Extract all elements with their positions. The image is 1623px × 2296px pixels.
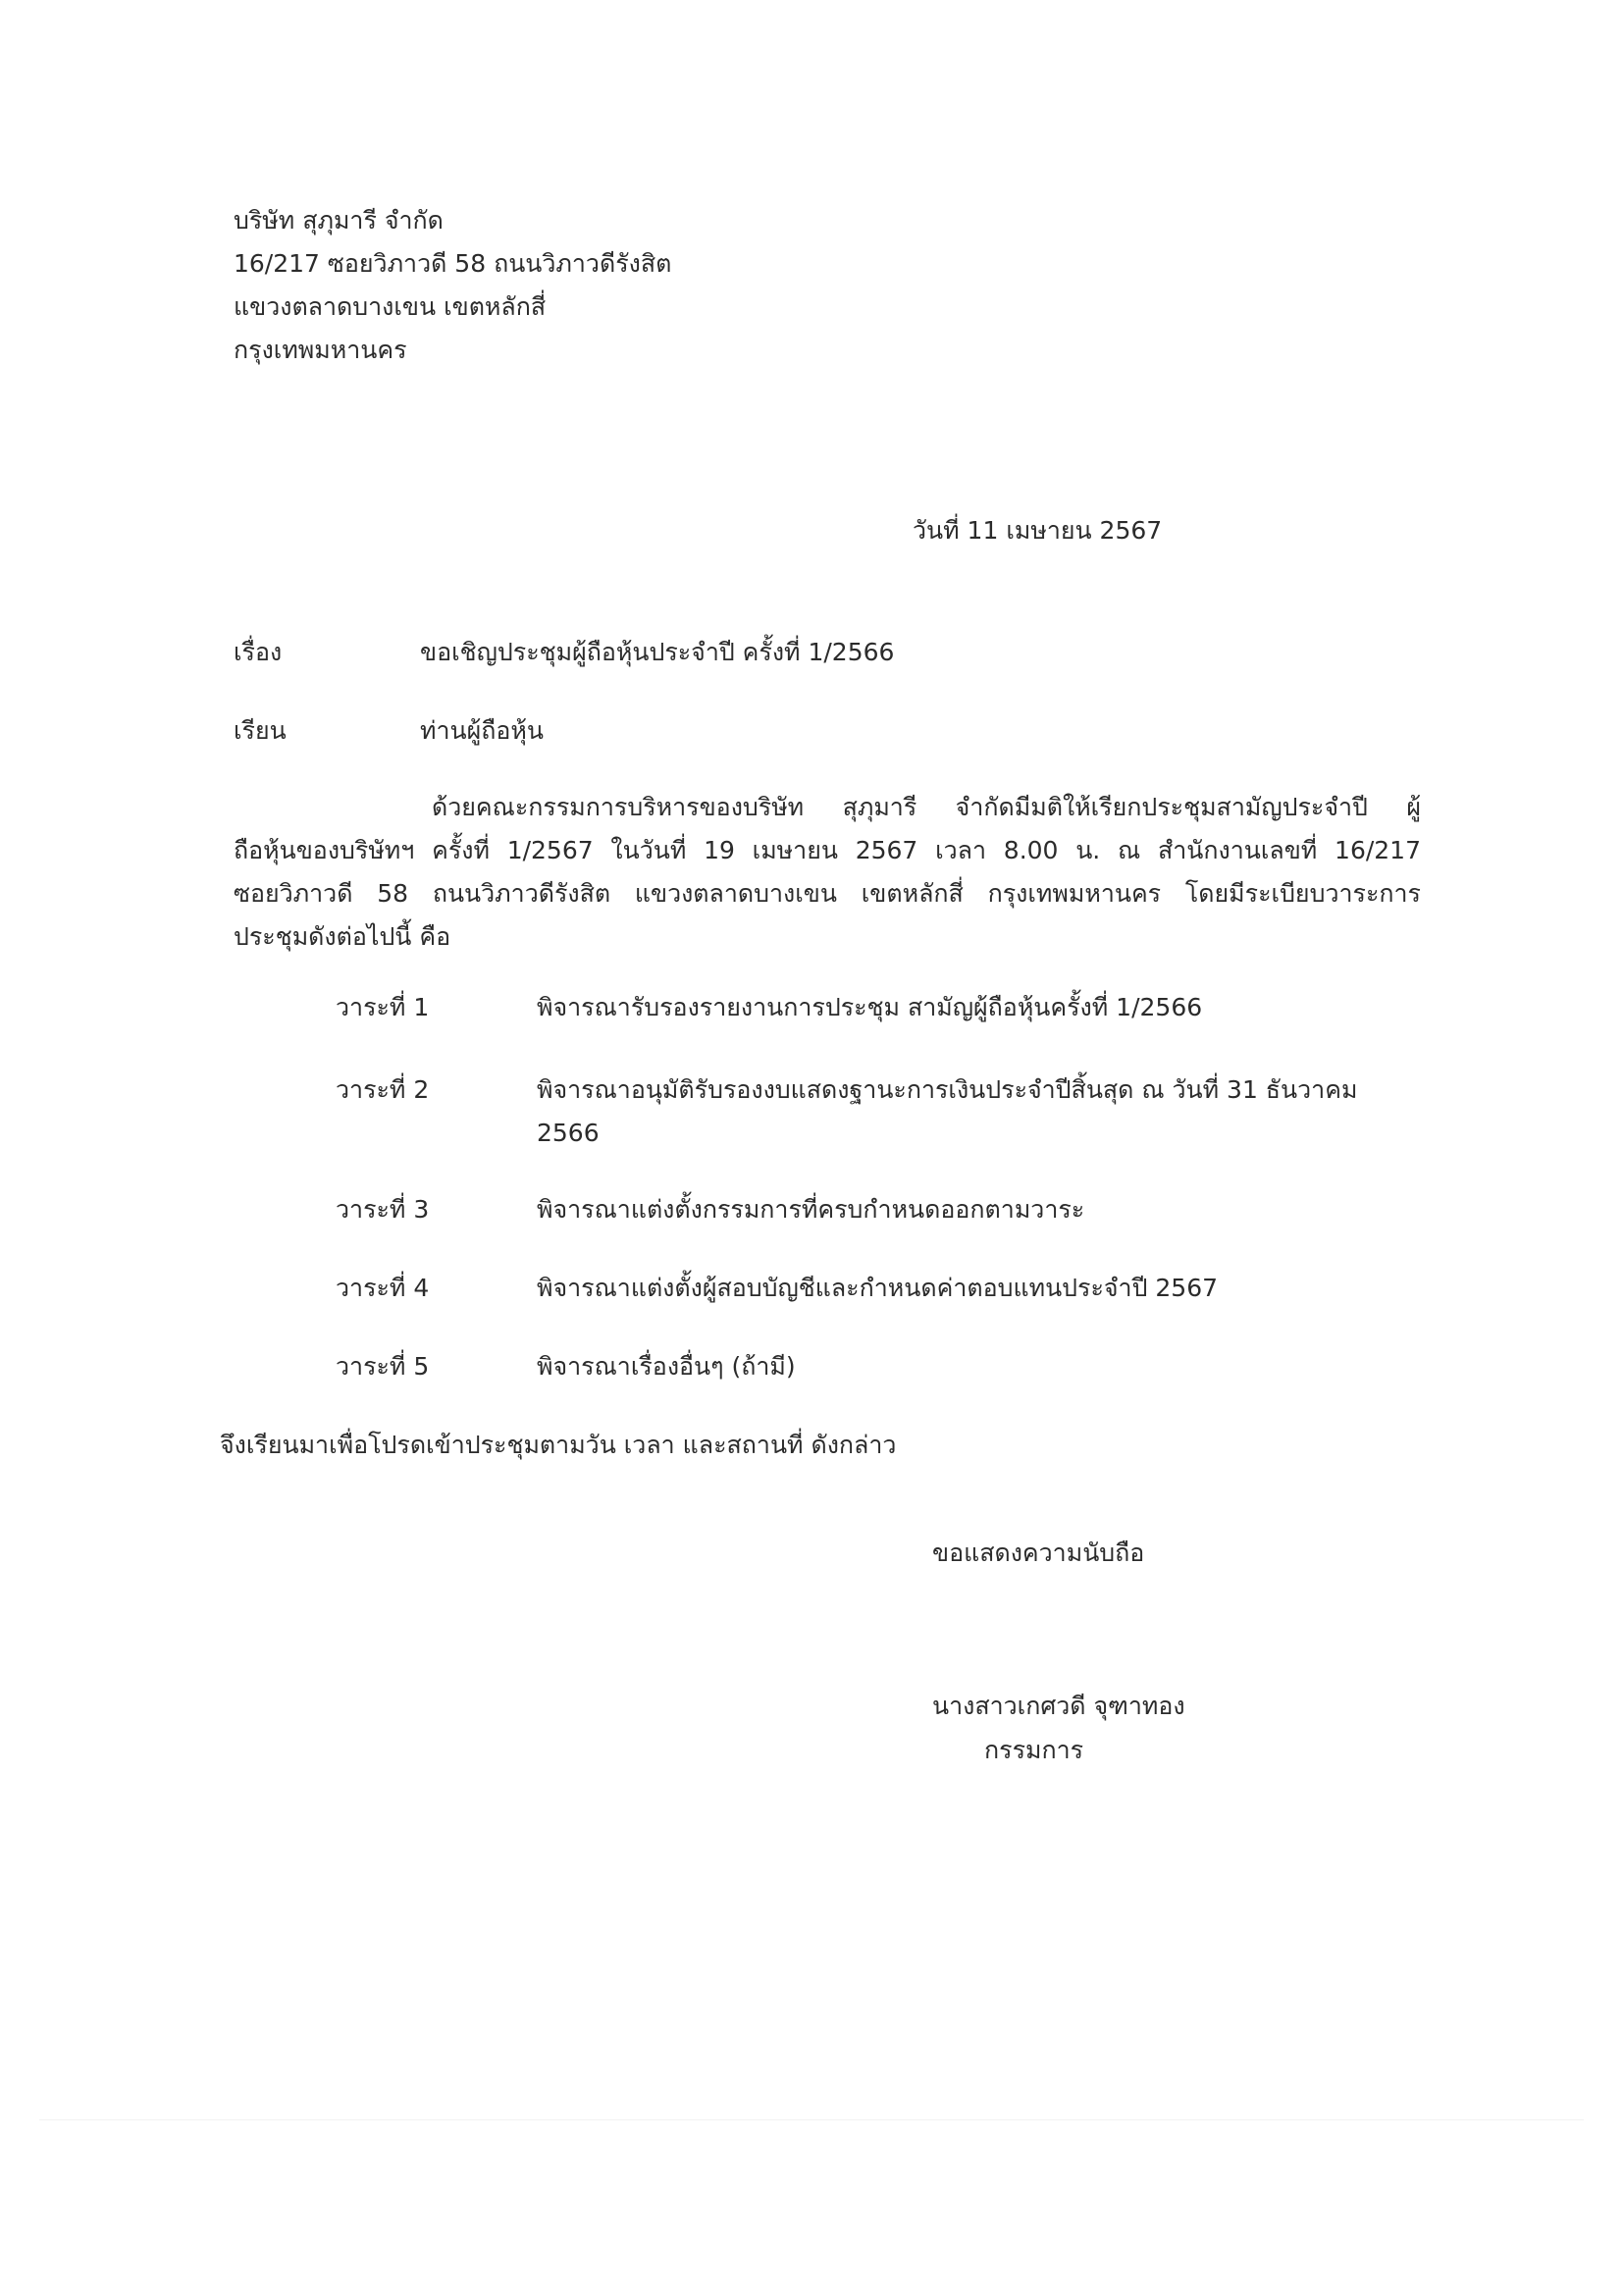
signatory-name: นางสาวเกศวดี จุฑาทอง — [932, 1692, 1185, 1720]
signatory-title: กรรมการ — [984, 1736, 1084, 1764]
agenda-item-3-label: วาระที่ 3 — [336, 1195, 430, 1224]
agenda-item-1-text: พิจารณารับรองรายงานการประชุม สามัญผู้ถือหุ้นครั้งที่ 1/2566 — [537, 993, 1203, 1021]
agenda-item-5-text: พิจารณาเรื่องอื่นๆ (ถ้ามี) — [537, 1352, 796, 1381]
letter-date: วันที่ 11 เมษายน 2567 — [913, 516, 1163, 545]
agenda-item-2-text: พิจารณาอนุมัติรับรองงบแสดงฐานะการเงินประจำปีสิ้นสุด ณ วันที่ 31 ธันวาคม — [537, 1075, 1358, 1104]
sender-address-line2: แขวงตลาดบางเขน เขตหลักสี่ — [234, 292, 547, 321]
closing-text: ขอแสดงความนับถือ — [932, 1539, 1145, 1567]
agenda-item-5-label: วาระที่ 5 — [336, 1352, 430, 1381]
agenda-item-4-text: พิจารณาแต่งตั้งผู้สอบบัญชีและกำหนดค่าตอบแทนประจำปี 2567 — [537, 1274, 1219, 1302]
subject-text: ขอเชิญประชุมผู้ถือหุ้นประจำปี ครั้งที่ 1/2566 — [420, 638, 895, 666]
agenda-item-2-text-continued: 2566 — [537, 1119, 600, 1147]
agenda-item-1-label: วาระที่ 1 — [336, 993, 430, 1021]
agenda-item-2-label: วาระที่ 2 — [336, 1075, 430, 1104]
body-line-2: ถือหุ้นของบริษัทฯ ครั้งที่ 1/2567 ในวันที่ 19 เมษายน 2567 เวลา 8.00 น. ณ สำนักงานเลขที่ 16/217 — [234, 836, 1421, 864]
recipient-label: เรียน — [234, 716, 287, 745]
agenda-item-3-text: พิจารณาแต่งตั้งกรรมการที่ครบกำหนดออกตามวาระ — [537, 1195, 1085, 1224]
sender-address-line3: กรุงเทพมหานคร — [234, 336, 407, 364]
body-line-4: ประชุมดังต่อไปนี้ คือ — [234, 922, 451, 951]
body-line-1: ด้วยคณะกรรมการบริหารของบริษัท สุภุมารี จำกัดมีมติให้เรียกประชุมสามัญประจำปี ผู้ — [432, 793, 1421, 821]
agenda-item-4-label: วาระที่ 4 — [336, 1274, 430, 1302]
body-line-3: ซอยวิภาวดี 58 ถนนวิภาวดีรังสิต แขวงตลาดบางเขน เขตหลักสี่ กรุงเทพมหานคร โดยมีระเบียบวาระการ — [234, 879, 1421, 908]
recipient-text: ท่านผู้ถือหุ้น — [420, 716, 544, 745]
subject-label: เรื่อง — [234, 638, 283, 666]
conclusion-text: จึงเรียนมาเพื่อโปรดเข้าประชุมตามวัน เวลา และสถานที่ ดังกล่าว — [220, 1431, 897, 1459]
sender-address-line1: 16/217 ซอยวิภาวดี 58 ถนนวิภาวดีรังสิต — [234, 249, 672, 278]
scan-edge-divider — [39, 2119, 1584, 2120]
sender-company: บริษัท สุภุมารี จำกัด — [234, 206, 444, 235]
